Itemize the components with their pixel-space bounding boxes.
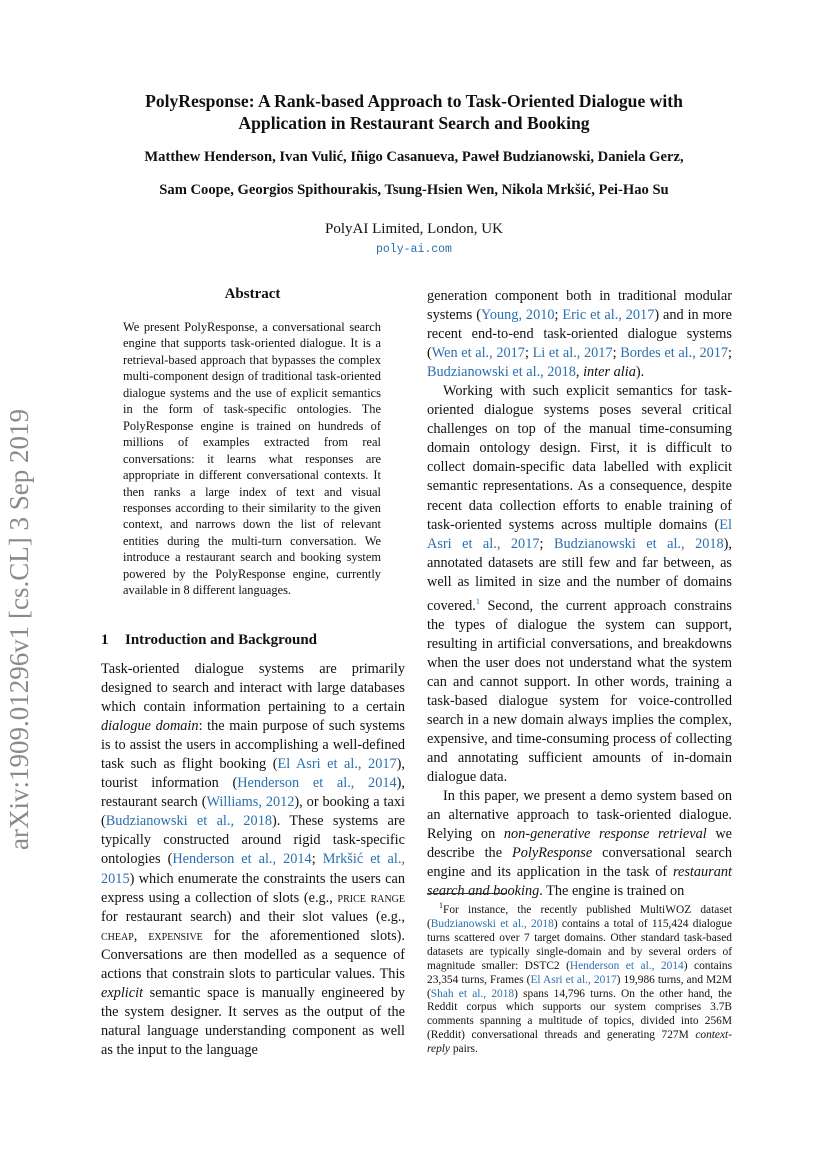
citation-link[interactable]: Budzianowski et al., 2018 (427, 364, 576, 381)
arxiv-identifier: arXiv:1909.01296v1 [cs.CL] 3 Sep 2019 (4, 409, 34, 850)
intro-paragraph: Task-oriented dialogue systems are primarily designed to search and interact with large databases which contain information pertaining to a certain dialogue domain: the main purpose of such systems is to assist the users in accomplishing a well-defined task such as flight booking (El Asri et al., 2017), tourist information (Henderson et al., 2014), restaurant search (Williams, 2012), or booking a taxi (Budzianowski et al., 2018). These systems are typically constructed around rigid task-specific ontologies (Henderson et al., 2014; Mrkšić et al., 2015) which enumerate the constraints the users can express using a collection of slots (e.g., price range for restaurant search) and their slot values (e.g., cheap, expensive for the aforementioned slots). Conversations are then modelled as a sequence of actions that constrain slots to particular values. This explicit semantic space is manually engineered by the system designer. It serves as the output of the natural language understanding component as well as the input to the language (101, 661, 406, 1058)
citation-link[interactable]: Henderson et al., 2014 (172, 851, 312, 868)
authors-line-2: Sam Coope, Georgios Spithourakis, Tsung-Hsien Wen, Nikola Mrkšić, Pei-Hao Su (159, 182, 669, 198)
footnote-marker[interactable]: 1 (475, 596, 480, 606)
citation-link[interactable]: Li et al., 2017 (532, 345, 613, 362)
citation-link[interactable]: Henderson et al., 2014 (237, 775, 397, 792)
citation-link[interactable]: Young, 2010 (480, 307, 555, 324)
citation-link[interactable]: El Asri et al., 2017 (530, 973, 617, 986)
section-title: Introduction and Background (125, 632, 318, 648)
citation-link[interactable]: Mrkšić et al., 2015 (101, 851, 405, 887)
citation-link[interactable]: Williams, 2012 (206, 794, 295, 811)
citation-link[interactable]: Henderson et al., 2014 (569, 959, 684, 972)
citation-link[interactable]: Wen et al., 2017 (431, 345, 525, 362)
abstract-heading: Abstract (224, 286, 281, 302)
citation-link[interactable]: El Asri et al., 2017 (427, 516, 732, 552)
footnote-number: 1 (439, 901, 443, 910)
url-link[interactable]: poly-ai.com (376, 243, 452, 256)
column-2-text (427, 287, 732, 901)
citation-link[interactable]: Eric et al., 2017 (562, 307, 655, 324)
citation-link[interactable]: Bordes et al., 2017 (620, 345, 729, 362)
footnote: $^1$For instance, the recently published MultiWOZ dataset (Budzianowski et al., 2018) contains a total of 115,424 dialogue turns scattered over 7 target domains. Other standard task-based datasets are typically single-domain and by several orders of magnitude smaller: DSTC2 (Henderson et al., 2014) contains 23,354 turns, Frames (El Asri et al., 2017) 19,986 turns, and M2M (Shah et al., 2018) spans 14,796 turns. On the other hand, the Reddit corpus which supports our system comprises 3.7B comments spanning a multitude of topics, divided into 256M (Reddit) conversational threads and generating 727M context-reply pairs. (427, 901, 733, 1056)
section-heading (101, 632, 317, 649)
citation-link[interactable]: Budzianowski et al., 2018 (553, 535, 724, 552)
section-number: 1 (101, 632, 109, 648)
footnote-divider (427, 893, 507, 894)
paper-title (60, 91, 768, 134)
citation-link[interactable]: Budzianowski et al., 2018 (105, 813, 272, 830)
authors-line-1: Matthew Henderson, Ivan Vulić, Iñigo Casanueva, Paweł Budzianowski, Daniela Gerz, (144, 149, 684, 165)
citation-link[interactable]: Shah et al., 2018 (430, 987, 515, 1000)
title-line-2: Application in Restaurant Search and Booking (238, 112, 590, 133)
abstract-text: We present PolyResponse, a conversational search engine that supports task-oriented dialogue. It is a retrieval-based approach that bypasses the complex multi-component design of traditional task-oriented dialogue systems and the use of explicit semantics in the form of task-specific ontologies. The PolyResponse engine is trained on hundreds of millions of examples extracted from real conversations: it learns what responses are appropriate in different conversational contexts. It then ranks a large index of text and visual responses according to their similarity to the given context, and narrows down the list of relevant entities during the multi-turn conversation. We introduce a restaurant search and booking system powered by the PolyResponse engine, currently available in 8 different languages. (123, 320, 381, 598)
citation-link[interactable]: Budzianowski et al., 2018 (430, 917, 554, 930)
title-line-1: PolyResponse: A Rank-based Approach to Task-Oriented Dialogue with (145, 91, 683, 111)
citation-link[interactable]: El Asri et al., 2017 (277, 756, 397, 773)
paragraph: In this paper, we present a demo system based on an alternative approach to task-oriented dialogue. Relying on non-generative response retrieval we describe the PolyResponse conversational search engine and its application in the task of restaurant search and booking. The engine is trained on (427, 787, 733, 900)
paragraph: generation component both in traditional modular systems (Young, 2010; Eric et al., 2017) and in more recent end-to-end task-oriented dialogue systems (Wen et al., 2017; Li et al., 2017; Bordes et al., 2017; Budzianowski et al., 2018, inter alia). (427, 288, 733, 381)
paragraph: Working with such explicit semantics for task-oriented dialogue systems poses several critical challenges on top of the manual time-consuming domain ontology design. First, it is difficult to collect domain-specific data labelled with explicit semantic representations. As a consequence, despite recent data collection efforts to enable training of task-oriented systems across multiple domains (El Asri et al., 2017; Budzianowski et al., 2018), annotated datasets are still few and far between, as well as limited in size and the number of domains covered.$^1$ Second, the current approach constrains the types of dialogue the system can support, resulting in artificial conversations, and breakdowns when the user does not understand what the system can and cannot support. In other words, training a task-based dialogue system for voice-controlled search in a new domain always implies the complex, expensive, and time-consuming process of collecting and annotating sufficient amounts of in-domain dialogue data. (427, 383, 733, 785)
affiliation: PolyAI Limited, London, UK (325, 221, 503, 237)
